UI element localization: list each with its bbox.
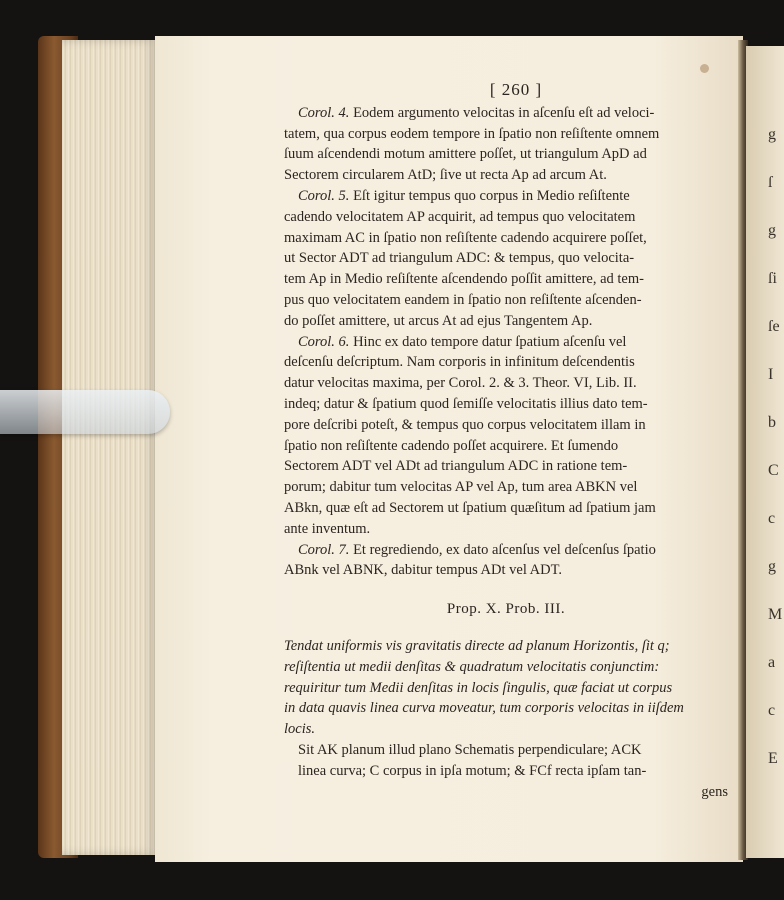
text-line: ABkn, quæ eſt ad Sectorem ut ſpatium quæſitum ad ſpatium jam (284, 499, 656, 516)
bookmark-strip (0, 390, 170, 434)
text-line: Sectorem ADT vel ADt ad triangulum ADC in ratione tem- (284, 458, 628, 475)
text-line (284, 540, 728, 561)
corollary-label: Corol. 5. (298, 187, 354, 204)
text-line: pore deſcribi poteſt, & tempus quo corpus velocitatem illam in (284, 416, 646, 433)
corollaries (284, 103, 728, 581)
facing-page-glyph: b (768, 414, 776, 431)
facing-page-glyph: M (768, 606, 783, 623)
text-line: tem Ap in Medio reſiſtente aſcendendo poſſit amittere, ad tem- (284, 271, 644, 288)
facing-page-edge (746, 46, 784, 858)
text-line (284, 332, 728, 353)
page-block-edges (62, 40, 157, 855)
text-line: cadendo velocitatem AP acquirit, ad tempus quo velocitatem (284, 208, 636, 225)
text-line: ante inventum. (284, 520, 371, 537)
statement-line: locis. (284, 721, 316, 738)
corollary-paragraph (284, 540, 728, 582)
page-text (284, 80, 728, 802)
corollary-paragraph (284, 103, 728, 186)
proposition-statement (284, 636, 728, 740)
closing-line: gens (701, 783, 728, 800)
closing-text (284, 740, 728, 802)
statement-line: Tendat uniformis vis gravitatis directe ad planum Horizontis, ſit q; (284, 637, 670, 654)
closing-line: linea curva; C corpus in ipſa motum; & FCf recta ipſam tan- (298, 762, 647, 779)
foxing-spot (700, 64, 709, 73)
text-line: maximam AC in ſpatio non reſiſtente cadendo acquirere poſſet, (284, 229, 647, 246)
corollary-label: Corol. 6. (298, 333, 354, 350)
facing-page-glyph: g (768, 222, 776, 239)
corollary-paragraph (284, 332, 728, 540)
corollary-label: Corol. 7. (298, 541, 354, 558)
facing-page-glyph: ſi (768, 270, 777, 287)
proposition-title: Prop. X. Prob. III. (446, 601, 566, 618)
text-line: ut Sector ADT ad triangulum ADC: & tempus, quo velocita- (284, 250, 635, 267)
text-line: deſcenſu deſcriptum. Nam corporis in infinitum deſcendentis (284, 354, 635, 371)
text-line: do poſſet amittere, ut arcus At ad ejus Tangentem Ap. (284, 312, 593, 329)
facing-page-glyph: c (768, 510, 776, 527)
facing-page-glyph: I (768, 366, 774, 383)
text-line: indeq; datur & ſpatium quod ſemiſſe velocitatis illius dato tem- (284, 395, 648, 412)
statement-line: in data quavis linea curva moveatur, tum corporis velocitas in iiſdem (284, 700, 684, 717)
facing-page-glyph: E (768, 750, 778, 767)
statement-line: reſiſtentia ut medii denſitas & quadratum velocitatis conjunctim: (284, 658, 660, 675)
text-line: porum; dabitur tum velocitas AP vel Ap, tum area ABKN vel (284, 479, 638, 496)
corollary-text: Hinc ex dato tempore datur ſpatium aſcenſu vel (353, 333, 627, 350)
facing-page-glyph: a (768, 654, 776, 671)
corollary-label: Corol. 4. (298, 104, 354, 121)
text-line: ABnk vel ABNK, dabitur tempus ADt vel ADT. (284, 562, 563, 579)
corollary-text: Eſt igitur tempus quo corpus in Medio reſiſtente (353, 187, 630, 204)
facing-page-glyph: ſ (768, 174, 773, 191)
text-line (284, 103, 728, 124)
facing-page-glyph: C (768, 462, 779, 479)
corollary-paragraph (284, 186, 728, 332)
text-line: pus quo velocitatem eandem in ſpatio non reſiſtente aſcenden- (284, 291, 642, 308)
text-line: datur velocitas maxima, per Corol. 2. & 3. Theor. VI, Lib. II. (284, 375, 637, 392)
text-line: ſpatio non reſiſtente cadendo poſſet acquirere. Et ſumendo (284, 437, 619, 454)
corollary-text: Et regrediendo, ex dato aſcenſus vel deſcenſus ſpatio (353, 541, 656, 558)
corollary-text: Eodem argumento velocitas in aſcenſu eſt ad veloci- (353, 104, 655, 121)
text-line: ſuum aſcendendi motum amittere poſſet, ut triangulum ApD ad (284, 146, 647, 163)
facing-page-glyph: ſe (768, 318, 780, 335)
facing-page-glyph: c (768, 702, 776, 719)
closing-line: Sit AK planum illud plano Schematis perpendiculare; ACK (298, 741, 642, 758)
text-line: tatem, qua corpus eodem tempore in ſpatio non reſiſtente omnem (284, 125, 660, 142)
facing-page-glyph: g (768, 558, 776, 575)
facing-page-glyph: g (768, 126, 776, 143)
text-line: Sectorem circularem AtD; ſive ut recta Ap ad arcum At. (284, 167, 607, 184)
text-line (284, 186, 728, 207)
statement-line: requiritur tum Medii denſitas in locis ſingulis, quæ faciat ut corpus (284, 679, 673, 696)
page-number: [ 260 ] (489, 80, 543, 99)
